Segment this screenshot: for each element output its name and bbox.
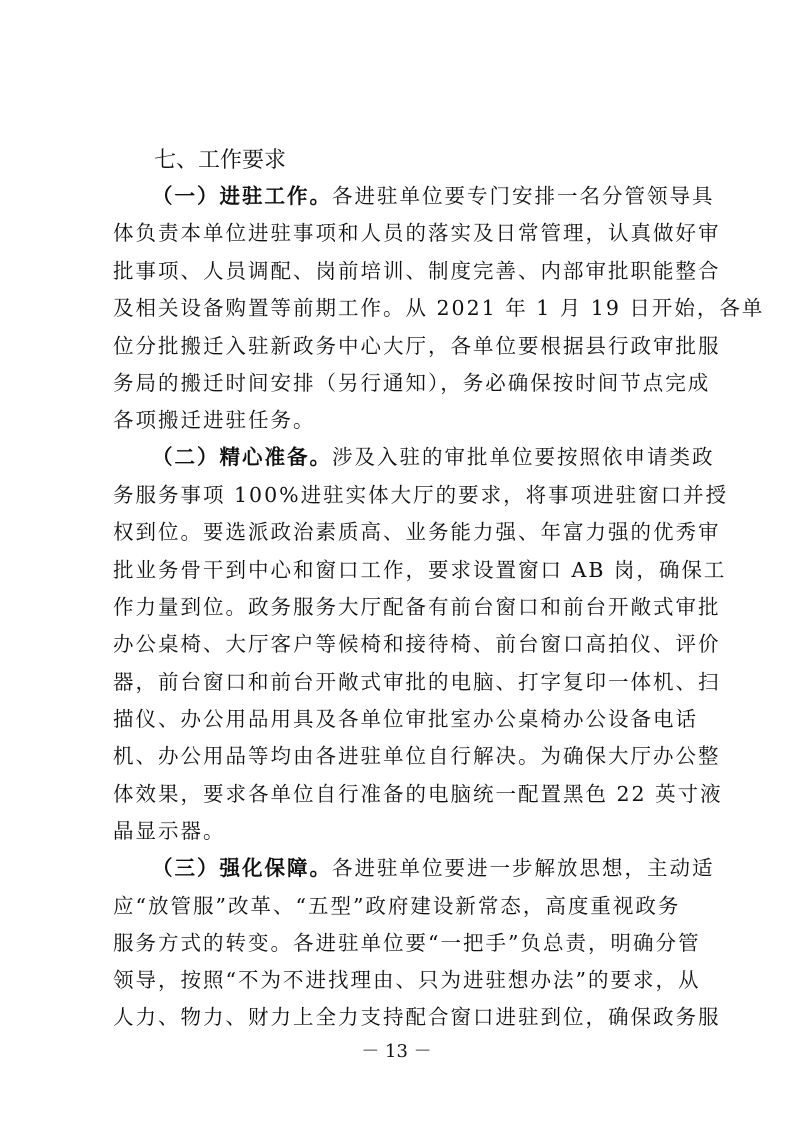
paragraph-line: 机、办公用品等均由各进驻单位自行解决。为确保大厅办公整 <box>113 744 721 768</box>
paragraph-line: 位分批搬迁入驻新政务中心大厅，各单位要根据县行政审批服 <box>113 334 721 358</box>
section-2-text: 涉及入驻的审批单位要按照依申请类政 <box>332 445 715 469</box>
section-3-title: （三）强化保障。 <box>152 856 332 880</box>
section-heading: 七、工作要求 <box>154 148 287 173</box>
paragraph-line: 描仪、办公用品用具及各单位审批室办公桌椅办公设备电话 <box>113 707 698 731</box>
paragraph-line <box>152 854 715 882</box>
paragraph-line: 务局的搬迁时间安排（另行通知），务必确保按时间节点完成 <box>113 371 711 395</box>
paragraph-line: 人力、物力、财力上全力支持配合窗口进驻到位，确保政务服 <box>113 1005 721 1029</box>
section-3-text: 各进驻单位要进一步解放思想，主动适 <box>332 856 715 880</box>
paragraph-line: 应“放管服”改革、“五型”政府建设新常态，高度重视政务 <box>113 894 681 918</box>
paragraph-line: 晶显示器。 <box>113 819 226 843</box>
section-1-title: （一）进驻工作。 <box>152 184 332 208</box>
paragraph-line: 办公桌椅、大厅客户等候椅和接待椅、前台窗口高拍仪、评价 <box>113 632 721 656</box>
paragraph-line: 务服务事项 100%进驻实体大厅的要求，将事项进驻窗口并授 <box>113 483 729 507</box>
paragraph-line: 作力量到位。政务服务大厅配备有前台窗口和前台开敞式审批 <box>113 595 721 619</box>
paragraph-line: 各项搬迁进驻任务。 <box>113 408 316 432</box>
paragraph-line: 批事项、人员调配、岗前培训、制度完善、内部审批职能整合 <box>113 259 721 283</box>
paragraph-line <box>152 443 715 471</box>
paragraph-line: 及相关设备购置等前期工作。从 2021 年 1 月 19 日开始，各单 <box>113 296 765 320</box>
paragraph-line: 服务方式的转变。各进驻单位要“一把手”负总责，明确分管 <box>113 931 701 955</box>
paragraph-line: 体效果，要求各单位自行准备的电脑统一配置黑色 22 英寸液 <box>113 782 723 806</box>
section-1-text: 各进驻单位要专门安排一名分管领导具 <box>332 184 715 208</box>
paragraph-line: 领导，按照“不为不进找理由、只为进驻想办法”的要求，从 <box>113 968 701 992</box>
paragraph-line <box>152 182 715 210</box>
page-number: － 13 － <box>361 1041 432 1062</box>
paragraph-line: 批业务骨干到中心和窗口工作，要求设置窗口 AB 岗，确保工 <box>113 558 727 582</box>
paragraph-line: 器，前台窗口和前台开敞式审批的电脑、打字复印一体机、扫 <box>113 670 721 694</box>
paragraph-line: 体负责本单位进驻事项和人员的落实及日常管理，认真做好审 <box>113 221 721 245</box>
paragraph-line: 权到位。要选派政治素质高、业务能力强、年富力强的优秀审 <box>113 520 721 544</box>
section-2-title: （二）精心准备。 <box>152 445 332 469</box>
